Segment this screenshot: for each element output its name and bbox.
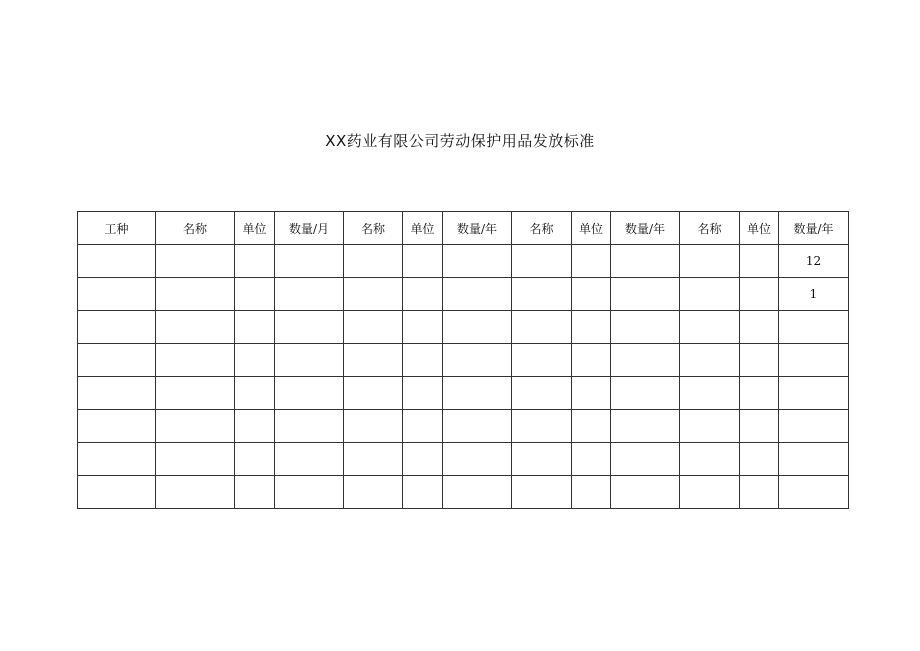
table-cell xyxy=(572,278,611,311)
table-cell xyxy=(443,443,512,476)
table-cell xyxy=(156,443,235,476)
table-cell xyxy=(403,476,443,509)
table-cell xyxy=(275,344,344,377)
table-cell xyxy=(78,476,156,509)
table-cell xyxy=(235,476,275,509)
table-cell xyxy=(779,377,849,410)
table-cell xyxy=(443,344,512,377)
table-cell xyxy=(443,245,512,278)
table-cell xyxy=(680,344,740,377)
table-cell xyxy=(611,344,680,377)
table-cell xyxy=(740,410,779,443)
table-cell xyxy=(156,344,235,377)
table-cell xyxy=(403,311,443,344)
table-cell xyxy=(344,311,403,344)
table-cell xyxy=(156,476,235,509)
table-cell xyxy=(235,377,275,410)
table-cell xyxy=(403,344,443,377)
table-cell xyxy=(344,278,403,311)
table-cell xyxy=(512,344,572,377)
table-cell xyxy=(572,476,611,509)
table-cell xyxy=(740,278,779,311)
table-cell xyxy=(344,344,403,377)
table-cell xyxy=(740,245,779,278)
table-cell xyxy=(78,377,156,410)
table-cell xyxy=(572,311,611,344)
table-cell xyxy=(680,410,740,443)
table-cell xyxy=(740,443,779,476)
table-container xyxy=(77,211,849,509)
table-cell xyxy=(740,377,779,410)
table-cell xyxy=(275,476,344,509)
table-cell xyxy=(78,344,156,377)
table-cell xyxy=(443,311,512,344)
table-cell xyxy=(443,278,512,311)
header-cell-qty-month: 数量/月 xyxy=(275,212,344,245)
header-row xyxy=(78,212,849,245)
table-cell xyxy=(779,476,849,509)
table-cell xyxy=(611,377,680,410)
table-cell xyxy=(572,443,611,476)
table-row xyxy=(78,410,849,443)
table-cell xyxy=(572,410,611,443)
header-cell-unit-2: 单位 xyxy=(403,212,443,245)
header-cell-unit-3: 单位 xyxy=(572,212,611,245)
table-cell xyxy=(78,278,156,311)
table-cell xyxy=(344,410,403,443)
table-cell xyxy=(156,311,235,344)
table-cell xyxy=(779,443,849,476)
table-cell xyxy=(572,344,611,377)
page-title: XX药业有限公司劳动保护用品发放标准 xyxy=(325,132,595,150)
table-cell xyxy=(275,410,344,443)
table-row xyxy=(78,443,849,476)
header-cell-qty-year-1: 数量/年 xyxy=(443,212,512,245)
table-cell xyxy=(680,278,740,311)
table-cell xyxy=(156,278,235,311)
table-cell: 12 xyxy=(779,245,849,278)
table-cell xyxy=(156,245,235,278)
table-cell xyxy=(235,245,275,278)
table-cell xyxy=(512,278,572,311)
table-cell xyxy=(443,377,512,410)
header-cell-name-4: 名称 xyxy=(680,212,740,245)
table-cell xyxy=(78,410,156,443)
table-cell xyxy=(78,311,156,344)
table-cell xyxy=(611,278,680,311)
table-cell xyxy=(344,377,403,410)
table-cell xyxy=(156,377,235,410)
table-cell xyxy=(235,344,275,377)
table-cell xyxy=(275,278,344,311)
table-cell xyxy=(680,476,740,509)
table-cell xyxy=(235,311,275,344)
table-cell xyxy=(779,344,849,377)
table-cell xyxy=(443,476,512,509)
table-cell xyxy=(403,377,443,410)
table-cell xyxy=(572,377,611,410)
table-row xyxy=(78,344,849,377)
table-cell xyxy=(275,311,344,344)
table-row xyxy=(78,476,849,509)
table-row xyxy=(78,245,849,278)
table-cell xyxy=(275,377,344,410)
issuance-standard-table xyxy=(77,211,849,509)
header-cell-name-3: 名称 xyxy=(512,212,572,245)
table-cell xyxy=(512,311,572,344)
table-cell xyxy=(740,311,779,344)
header-cell-unit-1: 单位 xyxy=(235,212,275,245)
table-cell xyxy=(512,410,572,443)
table-cell xyxy=(344,476,403,509)
header-cell-job-type: 工种 xyxy=(78,212,156,245)
header-cell-unit-4: 单位 xyxy=(740,212,779,245)
table-cell xyxy=(235,410,275,443)
header-cell-name-1: 名称 xyxy=(156,212,235,245)
header-cell-name-2: 名称 xyxy=(344,212,403,245)
table-cell xyxy=(78,443,156,476)
table-row xyxy=(78,311,849,344)
table-cell xyxy=(779,410,849,443)
table-cell xyxy=(156,410,235,443)
table-cell xyxy=(403,410,443,443)
table-cell xyxy=(611,311,680,344)
table-cell xyxy=(403,278,443,311)
table-cell xyxy=(275,443,344,476)
table-cell xyxy=(572,245,611,278)
table-cell xyxy=(740,476,779,509)
table-cell xyxy=(611,245,680,278)
table-cell xyxy=(680,311,740,344)
table-cell xyxy=(344,443,403,476)
header-cell-qty-year-3: 数量/年 xyxy=(779,212,849,245)
header-cell-qty-year-2: 数量/年 xyxy=(611,212,680,245)
table-cell xyxy=(78,245,156,278)
table-cell: 1 xyxy=(779,278,849,311)
table-cell xyxy=(512,245,572,278)
table-cell xyxy=(512,476,572,509)
table-cell xyxy=(740,344,779,377)
table-cell xyxy=(235,278,275,311)
table-cell xyxy=(344,245,403,278)
table-cell xyxy=(611,443,680,476)
table-body xyxy=(78,212,849,509)
table-cell xyxy=(403,443,443,476)
table-cell xyxy=(403,245,443,278)
table-cell xyxy=(779,311,849,344)
table-cell xyxy=(680,443,740,476)
table-cell xyxy=(611,410,680,443)
table-cell xyxy=(275,245,344,278)
table-cell xyxy=(512,443,572,476)
table-cell xyxy=(235,443,275,476)
table-row xyxy=(78,278,849,311)
table-cell xyxy=(443,410,512,443)
table-row xyxy=(78,377,849,410)
table-cell xyxy=(512,377,572,410)
table-cell xyxy=(680,245,740,278)
table-cell xyxy=(611,476,680,509)
table-cell xyxy=(680,377,740,410)
